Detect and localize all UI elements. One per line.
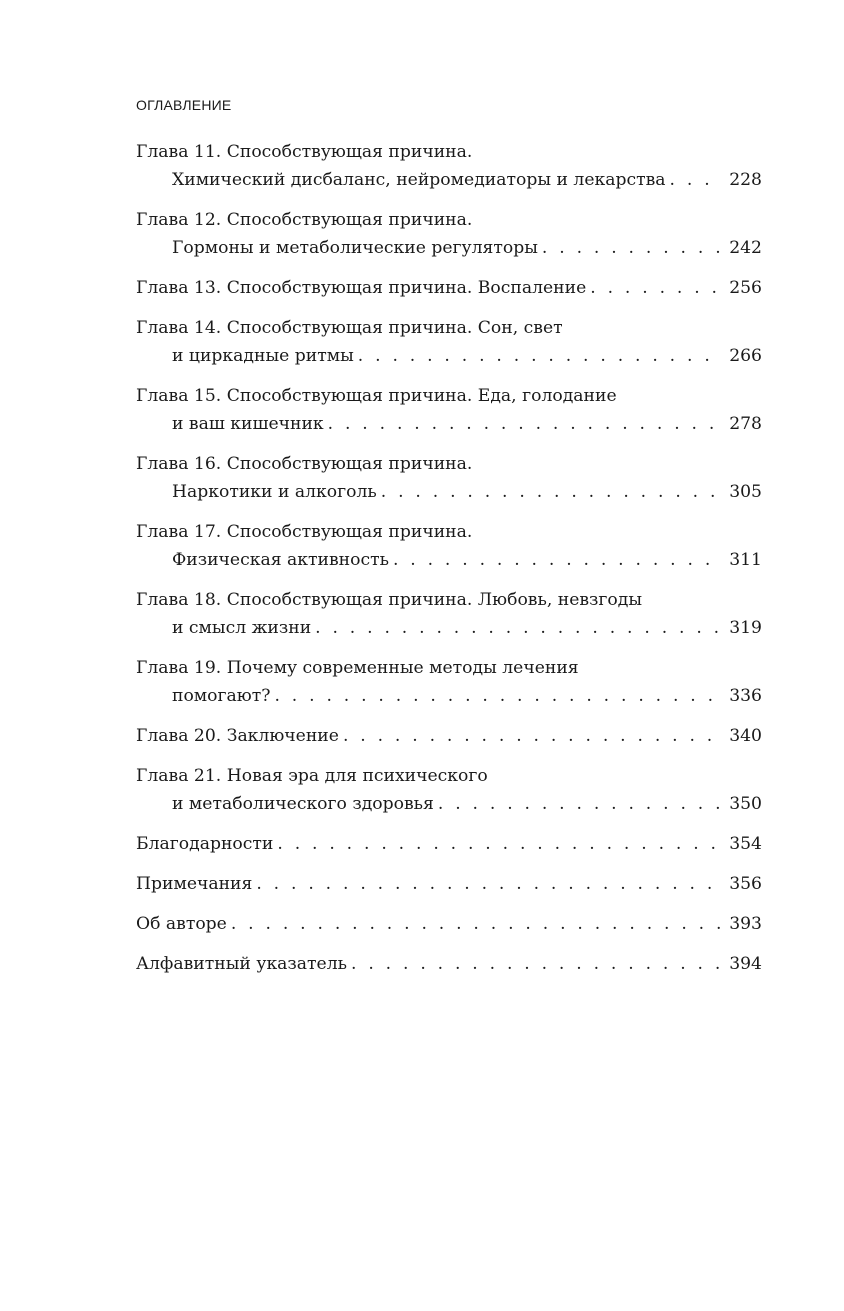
dot-leader (315, 614, 720, 642)
toc-entry-chapter-19[interactable] (136, 654, 762, 710)
toc-entry-subtitle: Физическая активность (172, 550, 389, 570)
toc-entry-subtitle: Наркотики и алкоголь (172, 482, 377, 502)
toc-entry-acknowledgements[interactable] (136, 830, 762, 858)
toc-page-number: 350 (729, 794, 762, 814)
toc-page-number: 354 (729, 834, 762, 854)
dot-leader (256, 870, 720, 898)
running-head: ОГЛАВЛЕНИЕ (136, 97, 232, 113)
dot-leader (274, 682, 720, 710)
toc-entry-subtitle: Химический дисбаланс, нейромедиаторы и лекарства (172, 170, 666, 190)
dot-leader (328, 410, 720, 438)
dot-leader (670, 166, 720, 194)
dot-leader (393, 546, 720, 574)
toc-page-number: 311 (729, 550, 762, 570)
toc-page-number: 340 (729, 726, 762, 746)
toc-page-number: 393 (729, 914, 762, 934)
dot-leader (351, 950, 720, 978)
toc-page-number: 394 (729, 954, 762, 974)
dot-leader (358, 342, 720, 370)
toc-page-number: 242 (729, 238, 762, 258)
toc-entry-subtitle: помогают? (172, 686, 271, 706)
toc-entry-chapter-16[interactable] (136, 450, 762, 506)
toc-entry-title: Глава 13. Способствующая причина. Воспаление (136, 278, 587, 298)
toc-page-number: 336 (729, 686, 762, 706)
toc-entry-title: Глава 16. Способствующая причина. (136, 454, 473, 474)
toc-entry-about-author[interactable] (136, 910, 762, 938)
toc-entry-chapter-11[interactable] (136, 138, 762, 194)
toc-entry-title: Об авторе (136, 914, 227, 934)
toc-entry-chapter-20[interactable] (136, 722, 762, 750)
toc-entry-title: Алфавитный указатель (136, 954, 348, 974)
toc-entry-title: Благодарности (136, 834, 274, 854)
toc-entry-notes[interactable] (136, 870, 762, 898)
toc-entry-title: Примечания (136, 874, 253, 894)
dot-leader (381, 478, 720, 506)
dot-leader (231, 910, 720, 938)
toc-entry-index[interactable] (136, 950, 762, 978)
toc-entry-title: Глава 12. Способствующая причина. (136, 210, 473, 230)
toc-entry-subtitle: и смысл жизни (172, 618, 312, 638)
dot-leader (438, 790, 720, 818)
toc-page-number: 278 (729, 414, 762, 434)
toc-entry-subtitle: и ваш кишечник (172, 414, 324, 434)
toc-entry-title: Глава 18. Способствующая причина. Любовь, невзгоды (136, 590, 643, 610)
toc-entry-title: Глава 11. Способствующая причина. (136, 142, 473, 162)
toc-entry-chapter-21[interactable] (136, 762, 762, 818)
toc-entry-title: Глава 15. Способствующая причина. Еда, голодание (136, 386, 617, 406)
table-of-contents (136, 138, 762, 990)
dot-leader (590, 274, 720, 302)
toc-entry-chapter-18[interactable] (136, 586, 762, 642)
toc-entry-subtitle: и метаболического здоровья (172, 794, 434, 814)
toc-entry-title: Глава 19. Почему современные методы лечения (136, 658, 579, 678)
toc-entry-title: Глава 17. Способствующая причина. (136, 522, 473, 542)
toc-entry-chapter-15[interactable] (136, 382, 762, 438)
dot-leader (542, 234, 720, 262)
toc-page-number: 266 (729, 346, 762, 366)
toc-page-number: 228 (729, 170, 762, 190)
toc-page-number: 319 (729, 618, 762, 638)
toc-page-number: 256 (729, 278, 762, 298)
toc-entry-chapter-14[interactable] (136, 314, 762, 370)
toc-entry-subtitle: Гормоны и метаболические регуляторы (172, 238, 538, 258)
toc-entry-subtitle: и циркадные ритмы (172, 346, 354, 366)
toc-entry-title: Глава 21. Новая эра для психического (136, 766, 488, 786)
dot-leader (277, 830, 720, 858)
toc-page-number: 305 (729, 482, 762, 502)
toc-page-number: 356 (729, 874, 762, 894)
dot-leader (343, 722, 720, 750)
toc-entry-chapter-13[interactable] (136, 274, 762, 302)
toc-entry-title: Глава 20. Заключение (136, 726, 339, 746)
toc-entry-chapter-17[interactable] (136, 518, 762, 574)
toc-entry-title: Глава 14. Способствующая причина. Сон, свет (136, 318, 563, 338)
toc-entry-chapter-12[interactable] (136, 206, 762, 262)
